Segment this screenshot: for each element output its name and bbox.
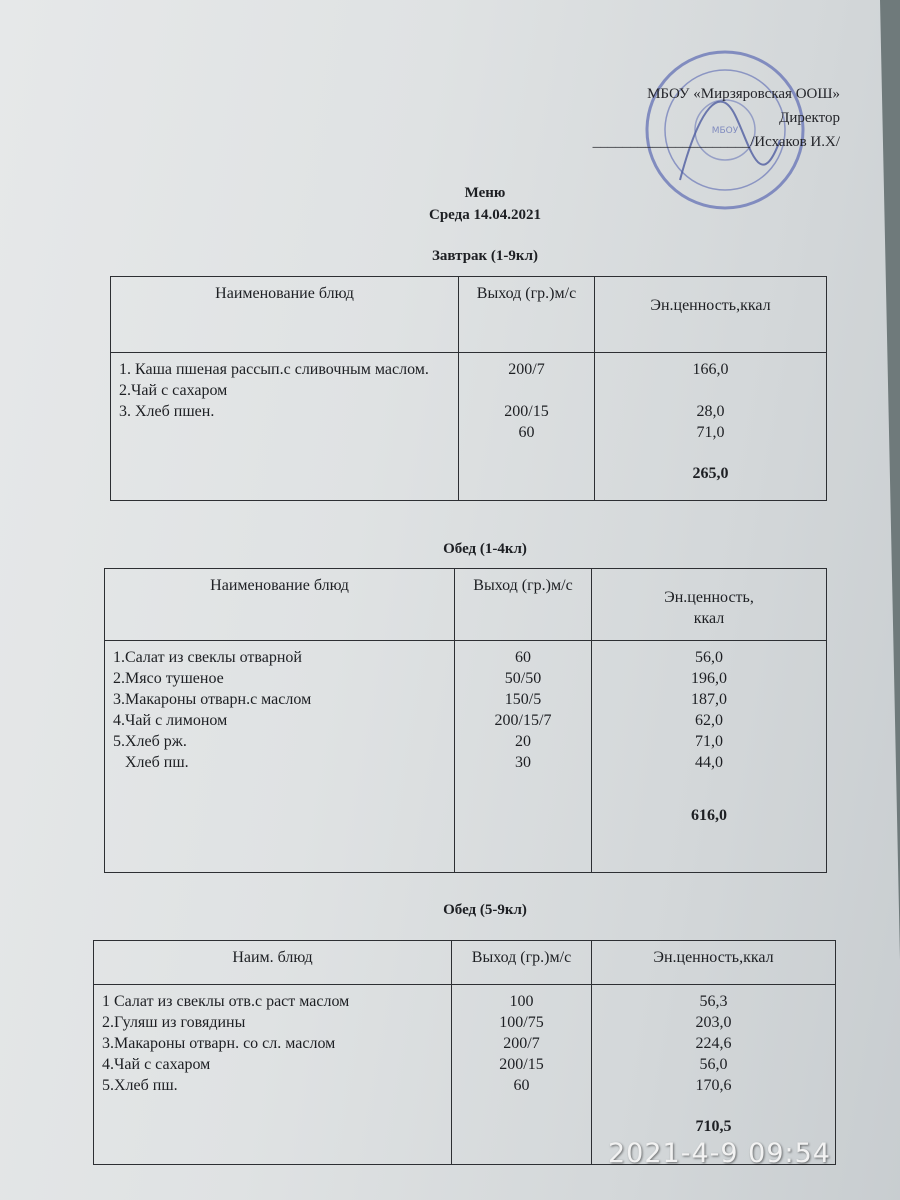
output-value: 60	[513, 1077, 530, 1094]
menu-date: Среда 14.04.2021	[429, 207, 541, 223]
lunch-senior-names	[94, 985, 452, 1165]
energy-value: 56,0	[695, 649, 723, 666]
energy-value: 187,0	[691, 691, 727, 708]
col-name: Наименование блюд	[111, 277, 459, 353]
list-item: 2.Чай с сахаром	[119, 382, 228, 399]
energy-value: 224,6	[695, 1035, 732, 1052]
output-value: 200/7	[503, 1035, 540, 1052]
list-item: 2.Гуляш из говядины	[102, 1014, 246, 1031]
list-item: 5.Хлеб рж.	[113, 733, 187, 750]
breakfast-table	[110, 276, 827, 501]
list-item: 2.Мясо тушеное	[113, 670, 224, 687]
approval-header	[593, 82, 840, 154]
lunch-junior-total: 616,0	[691, 807, 727, 824]
list-item: 4.Чай с сахаром	[102, 1056, 211, 1073]
breakfast-energy	[595, 353, 827, 501]
photo-timestamp: 2021-4-9 09:54	[608, 1138, 831, 1169]
energy-value: 166,0	[692, 361, 729, 378]
position: Директор	[779, 110, 840, 126]
breakfast-total: 265,0	[692, 465, 729, 482]
list-item: 1 Салат из свеклы отв.с раст маслом	[102, 993, 350, 1010]
breakfast-names	[111, 353, 459, 501]
breakfast-heading: Завтрак (1-9кл)	[432, 248, 538, 264]
col-output: Выход (гр.)м/с	[452, 941, 592, 985]
lunch-junior-energy	[592, 641, 827, 873]
breakfast-outputs	[459, 353, 595, 501]
list-item: 3.Макароны отварн.с маслом	[113, 691, 312, 708]
output-value: 200/15/7	[494, 712, 552, 729]
lunch-senior-heading: Обед (5-9кл)	[443, 902, 527, 918]
energy-value: 56,3	[699, 993, 728, 1010]
svg-text:МБОУ: МБОУ	[711, 126, 739, 136]
list-item: 4.Чай с лимоном	[113, 712, 228, 729]
col-energy: Эн.ценность,ккал	[595, 277, 827, 353]
list-item: 1. Каша пшеная рассып.с сливочным маслом.	[119, 361, 429, 378]
output-value: 200/15	[504, 403, 549, 420]
energy-value: 196,0	[691, 670, 727, 687]
output-value: 30	[515, 754, 531, 771]
col-output: Выход (гр.)м/с	[459, 277, 595, 353]
lunch-senior-table	[93, 940, 836, 1165]
output-value: 100/75	[499, 1014, 544, 1031]
col-energy: Эн.ценность,ккал	[592, 941, 836, 985]
energy-value: 28,0	[696, 403, 725, 420]
energy-value: 71,0	[695, 733, 723, 750]
list-item: Хлеб пш.	[113, 754, 189, 771]
col-name: Наименование блюд	[105, 569, 455, 641]
col-name: Наим. блюд	[94, 941, 452, 985]
output-value: 50/50	[504, 670, 542, 687]
list-item: 3.Макароны отварн. со сл. маслом	[102, 1035, 336, 1052]
signature-line: _____________________/Исхаков И.Х/	[592, 134, 840, 150]
energy-value: 203,0	[695, 1014, 732, 1031]
output-value: 200/15	[499, 1056, 544, 1073]
col-output: Выход (гр.)м/с	[455, 569, 592, 641]
list-item: 5.Хлеб пш.	[102, 1077, 178, 1094]
output-value: 60	[515, 649, 531, 666]
energy-value: 71,0	[696, 424, 725, 441]
list-item: 1.Салат из свеклы отварной	[113, 649, 302, 666]
lunch-junior-names	[105, 641, 455, 873]
energy-value: 44,0	[695, 754, 723, 771]
output-value: 100	[509, 993, 534, 1010]
energy-value: 62,0	[695, 712, 723, 729]
energy-value: 56,0	[699, 1056, 728, 1073]
lunch-junior-outputs	[455, 641, 592, 873]
lunch-senior-outputs	[452, 985, 592, 1165]
output-value: 200/7	[508, 361, 545, 378]
lunch-junior-table	[104, 568, 827, 873]
lunch-senior-total: 710,5	[695, 1118, 732, 1135]
lunch-junior-heading: Обед (1-4кл)	[443, 541, 527, 557]
energy-value: 170,6	[695, 1077, 732, 1094]
output-value: 150/5	[504, 691, 542, 708]
col-energy: Эн.ценность, ккал	[592, 569, 827, 641]
menu-title: Меню	[464, 185, 506, 201]
output-value: 20	[515, 733, 531, 750]
org-name: МБОУ «Мирзяровская ООШ»	[647, 86, 840, 102]
list-item: 3. Хлеб пшен.	[119, 403, 215, 420]
output-value: 60	[518, 424, 535, 441]
